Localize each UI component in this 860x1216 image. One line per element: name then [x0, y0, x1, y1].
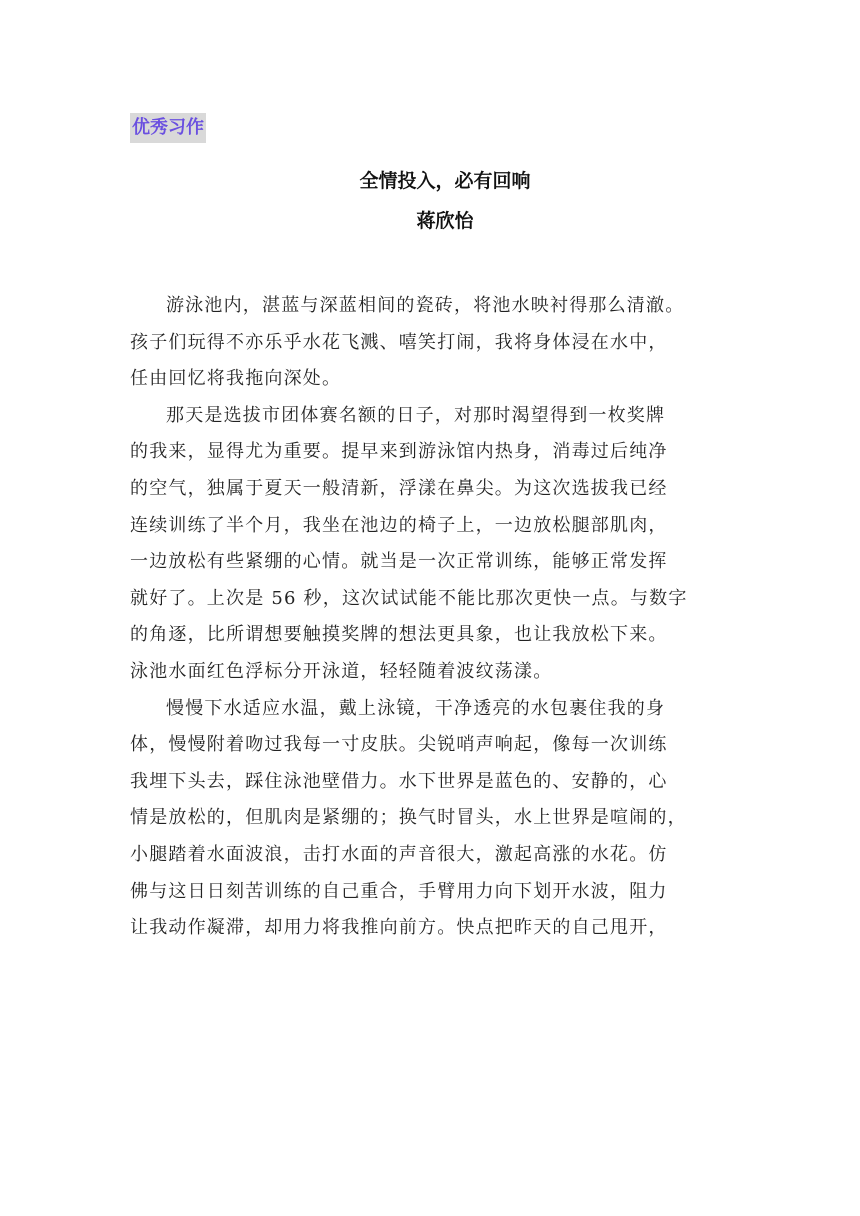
- text-line: 泳池水面红色浮标分开泳道，轻轻随着波纹荡漾。: [130, 660, 553, 682]
- text-line: 就好了。上次是 56 秒，这次试试能不能比那次更快一点。与数字: [130, 587, 688, 609]
- text-line: 我埋下头去，踩住泳池壁借力。水下世界是蓝色的、安静的，心: [130, 770, 668, 792]
- section-tag: 优秀习作: [130, 113, 206, 143]
- essay-author: 蒋欣怡: [416, 210, 474, 232]
- text-line: 小腿踏着水面波浪，击打水面的声音很大，激起高涨的水花。仿: [130, 843, 668, 865]
- text-line: 情是放松的，但肌肉是紧绷的；换气时冒头，水上世界是喧闹的，: [130, 807, 687, 829]
- text-line: 游泳池内，湛蓝与深蓝相间的瓷砖，将池水映衬得那么清澈。: [166, 295, 685, 316]
- text-line: 的角逐，比所谓想要触摸奖牌的想法更具象，也让我放松下来。: [130, 624, 668, 646]
- text-line: 一边放松有些紧绷的心情。就当是一次正常训练，能够正常发挥: [130, 551, 668, 573]
- text-line: 的空气，独属于夏天一般清新，浮漾在鼻尖。为这次选拔我已经: [130, 477, 668, 499]
- text-line: 佛与这日日刻苦训练的自己重合，手臂用力向下划开水波，阻力: [130, 880, 668, 902]
- essay-title: 全情投入，必有回响: [359, 170, 531, 192]
- text-line: 的我来，显得尤为重要。提早来到游泳馆内热身，消毒过后纯净: [130, 441, 668, 463]
- text-line: 体，慢慢附着吻过我每一寸皮肤。尖锐哨声响起，像每一次训练: [130, 734, 668, 756]
- essay-body: [130, 288, 730, 947]
- text-line: 任由回忆将我拖向深处。: [130, 368, 342, 390]
- text-line: 连续训练了半个月，我坐在池边的椅子上，一边放松腿部肌肉，: [130, 514, 668, 536]
- text-line: 让我动作凝滞，却用力将我推向前方。快点把昨天的自己甩开，: [130, 917, 668, 939]
- text-line: 那天是选拔市团体赛名额的日子，对那时渴望得到一枚奖牌: [166, 404, 666, 426]
- text-line: 慢慢下水适应水温，戴上泳镜，干净透亮的水包裹住我的身: [166, 697, 666, 719]
- text-line: 孩子们玩得不亦乐乎水花飞溅、嘻笑打闹，我将身体浸在水中，: [130, 331, 668, 353]
